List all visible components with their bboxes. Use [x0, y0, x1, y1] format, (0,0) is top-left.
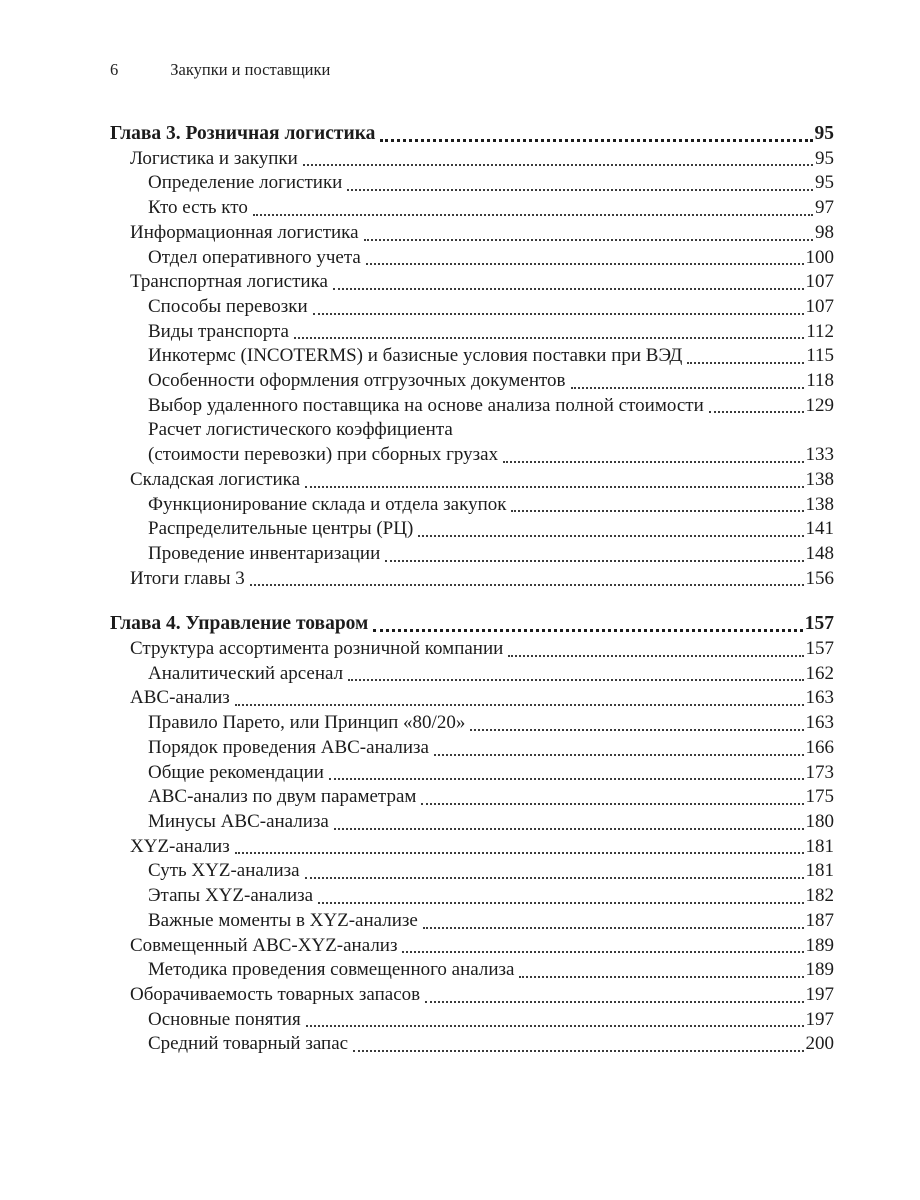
toc-leader-dots — [318, 879, 803, 904]
toc-page-number: 162 — [805, 662, 834, 684]
toc-leader-dots — [402, 929, 803, 954]
toc-leader-dots — [305, 854, 804, 879]
toc-entry-title: Методика проведения совмещенного анализа — [148, 959, 515, 981]
toc-entry-title: Оборачиваемость товарных запасов — [130, 983, 421, 1005]
toc-leader-dots — [385, 537, 803, 562]
toc-leader-dots — [364, 216, 813, 241]
toc-leader-dots — [235, 830, 804, 855]
toc-leader-dots — [294, 315, 804, 340]
toc-leader-dots — [470, 706, 803, 731]
toc-entry-title: XYZ-анализ — [130, 835, 230, 857]
toc-entry-title: Аналитический арсенал — [148, 662, 344, 684]
toc-leader-dots — [334, 805, 804, 830]
toc-entry — [110, 567, 834, 592]
toc-leader-dots — [305, 463, 803, 488]
toc-page-number: 189 — [805, 934, 834, 956]
toc-list — [110, 122, 834, 1057]
toc-leader-dots — [306, 1003, 804, 1028]
toc-page-number: 180 — [805, 810, 834, 832]
toc-leader-dots — [434, 731, 804, 756]
toc-entry-title: Правило Парето, или Принцип «80/20» — [148, 712, 466, 734]
toc-leader-dots — [353, 1027, 803, 1052]
toc-entry-title: Совмещенный ABC-XYZ-анализ — [130, 934, 398, 956]
toc-leader-dots — [347, 166, 813, 191]
toc-entry — [110, 1032, 834, 1057]
toc-page-number: 141 — [805, 518, 834, 540]
toc-leader-dots — [303, 142, 813, 167]
toc-leader-dots — [333, 265, 804, 290]
toc-entry-title: Основные понятия — [148, 1008, 301, 1030]
toc-leader-dots — [508, 632, 803, 657]
toc-page-number: 97 — [815, 197, 834, 219]
toc-leader-dots — [253, 191, 813, 216]
toc-entry-title: Важные моменты в XYZ-анализе — [148, 909, 418, 931]
toc-leader-dots — [687, 339, 804, 364]
toc-leader-dots — [503, 438, 803, 463]
toc-leader-dots — [348, 657, 803, 682]
toc-entry-title: Складская логистика — [130, 468, 301, 490]
toc-page-number: 173 — [805, 761, 834, 783]
toc-page-number: 157 — [804, 613, 834, 635]
toc-entry-title: Структура ассортимента розничной компании — [130, 638, 504, 660]
toc-entry-title: Расчет логистического коэффициента — [148, 419, 453, 441]
toc-page-number: 133 — [805, 444, 834, 466]
toc-leader-dots — [423, 904, 804, 929]
toc-page-number: 181 — [805, 835, 834, 857]
toc-leader-dots — [313, 290, 804, 315]
toc-page-number: 129 — [805, 394, 834, 416]
toc-page-number: 197 — [805, 983, 834, 1005]
toc-page-number: 100 — [805, 246, 834, 268]
toc-page-number: 175 — [805, 786, 834, 808]
toc-entry-title: Функционирование склада и отдела закупок — [148, 493, 507, 515]
toc-leader-dots — [511, 488, 803, 513]
toc-page-number: 138 — [805, 493, 834, 515]
toc-leader-dots — [373, 607, 802, 632]
toc-entry-title: Выбор удаленного поставщика на основе анализа полной стоимости — [148, 394, 704, 416]
toc-page-number: 163 — [805, 687, 834, 709]
toc-page-number: 95 — [815, 147, 834, 169]
toc-entry — [110, 394, 834, 419]
toc-entry-title: Виды транспорта — [148, 320, 289, 342]
toc-page-number: 189 — [805, 959, 834, 981]
toc-entry-title: Глава 4. Управление товаром — [110, 613, 369, 635]
toc-entry-title: Минусы ABC-анализа — [148, 810, 329, 832]
toc-page-number: 107 — [805, 271, 834, 293]
toc-page-number: 181 — [805, 860, 834, 882]
toc-entry-title: Суть XYZ-анализа — [148, 860, 300, 882]
toc-entry-title: Кто есть кто — [148, 197, 248, 219]
toc-leader-dots — [380, 117, 812, 142]
toc-entry-title: Определение логистики — [148, 172, 343, 194]
toc-leader-dots — [571, 364, 805, 389]
toc-entry-title: Порядок проведения ABC-анализа — [148, 736, 429, 758]
toc-entry-title: Особенности оформления отгрузочных документов — [148, 370, 566, 392]
toc-entry-title: Способы перевозки — [148, 295, 308, 317]
toc-leader-dots — [421, 780, 803, 805]
toc-page-number: 107 — [805, 295, 834, 317]
toc-page-number: 182 — [805, 885, 834, 907]
toc-page-number: 118 — [806, 370, 834, 392]
toc-page-number: 156 — [805, 567, 834, 589]
toc-page-number: 115 — [806, 345, 834, 367]
toc-leader-dots — [250, 562, 804, 587]
toc-page-number: 148 — [805, 542, 834, 564]
header-running-title: Закупки и поставщики — [170, 60, 331, 79]
book-page — [110, 0, 834, 1200]
toc-entry-title: Общие рекомендации — [148, 761, 324, 783]
page-header — [110, 60, 834, 80]
toc-page-number: 187 — [805, 909, 834, 931]
toc-leader-dots — [366, 241, 804, 266]
toc-page-number: 95 — [814, 123, 834, 144]
toc-leader-dots — [425, 978, 803, 1003]
toc-leader-dots — [418, 512, 803, 537]
toc-entry-title: Распределительные центры (РЦ) — [148, 518, 414, 540]
toc-entry-title: Проведение инвентаризации — [148, 542, 381, 564]
header-page-number: 6 — [110, 60, 119, 79]
toc-page-number: 200 — [805, 1033, 834, 1055]
toc-page-number: 138 — [805, 468, 834, 490]
toc-entry-title: ABC-анализ по двум параметрам — [148, 786, 417, 808]
toc-entry-title: Отдел оперативного учета — [148, 246, 361, 268]
toc-page-number: 163 — [805, 712, 834, 734]
toc-entry-title: Этапы XYZ-анализа — [148, 885, 314, 907]
toc-page-number: 98 — [815, 221, 834, 243]
toc-page-number: 112 — [806, 320, 834, 342]
toc-entry-title: Глава 3. Розничная логистика — [110, 123, 376, 144]
toc-entry-title: Средний товарный запас — [148, 1033, 349, 1055]
toc-leader-dots — [709, 389, 804, 414]
toc-entry-title: ABC-анализ — [130, 687, 230, 709]
toc-leader-dots — [329, 756, 804, 781]
toc-leader-dots — [235, 681, 804, 706]
toc-entry-title: Логистика и закупки — [130, 147, 298, 169]
toc-page-number: 95 — [815, 172, 834, 194]
toc-page-number: 157 — [805, 638, 834, 660]
toc-leader-dots — [519, 953, 803, 978]
toc-entry-title: Итоги главы 3 — [130, 567, 245, 589]
toc-entry-title: (стоимости перевозки) при сборных грузах — [148, 444, 499, 466]
toc-page-number: 166 — [805, 736, 834, 758]
toc-entry-title: Инкотермс (INCOTERMS) и базисные условия поставки при ВЭД — [148, 345, 683, 367]
toc-page-number: 197 — [805, 1008, 834, 1030]
toc-entry-title: Информационная логистика — [130, 221, 359, 243]
toc-entry-title: Транспортная логистика — [130, 271, 328, 293]
